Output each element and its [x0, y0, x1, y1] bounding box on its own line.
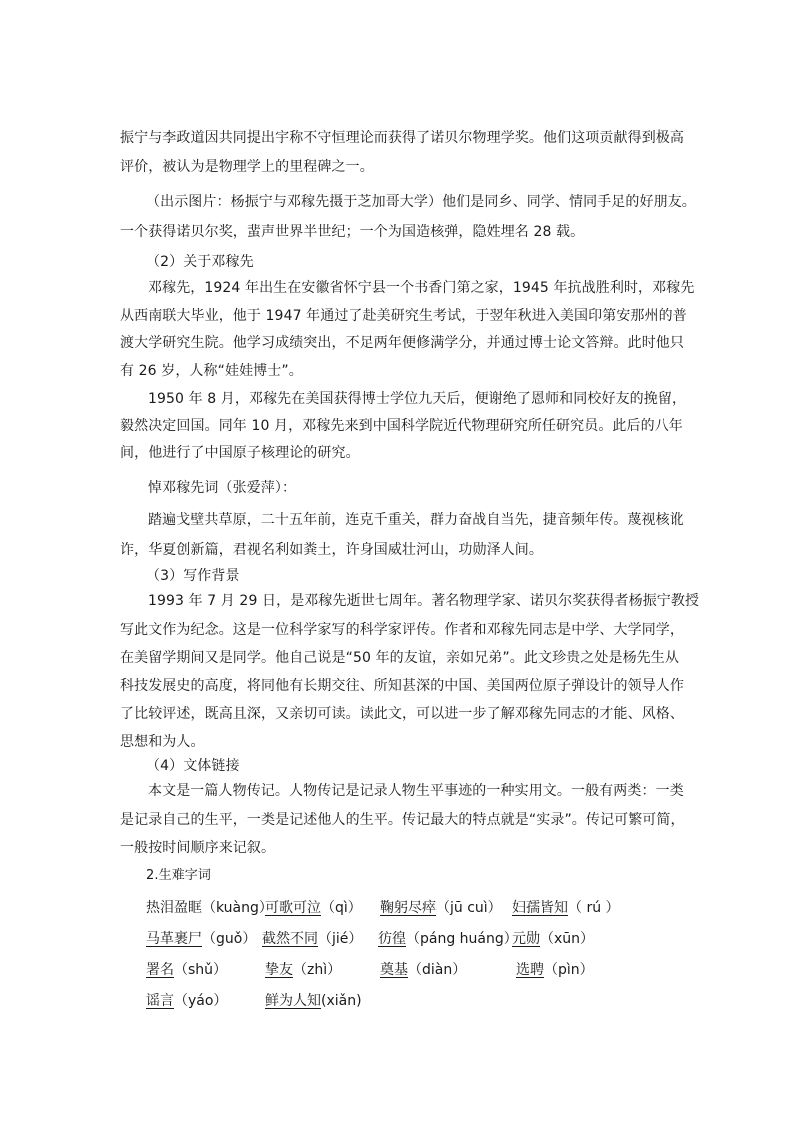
vocab-word: 马革裹尸	[146, 931, 202, 947]
vocab-item	[512, 929, 594, 949]
vocab-item	[146, 960, 227, 980]
poem-title: 悼邓稼先词（张爱萍）：	[148, 480, 297, 496]
vocab-word: 鞠躬尽瘁	[380, 900, 436, 916]
vocab-word: 谣言	[146, 993, 174, 1009]
text-line: 邓稼先，1924 年出生在安徽省怀宁县一个书香门第之家，1945 年抗战胜利时，邓稼先	[148, 280, 695, 296]
vocab-item	[146, 898, 273, 918]
vocab-pinyin: （jū cuì）	[436, 900, 502, 916]
vocab-word: 热泪盈眶	[146, 900, 202, 916]
text-line: 振宁与李政道因共同提出宇称不守恒理论而获得了诺贝尔物理学奖。他们这项贡献得到极高	[120, 130, 684, 146]
vocab-word: 截然不同	[262, 931, 318, 947]
section-heading: （3）写作背景	[146, 568, 240, 584]
poem-line: 踏遍戈壁共草原，二十五年前，连克千重关，群力奋战自当先，捷音频年传。蔑视核讹	[148, 512, 684, 528]
vocab-word: 选聘	[516, 962, 544, 978]
text-line: 思想和为人。	[120, 734, 205, 750]
vocab-pinyin: （zhì）	[293, 962, 342, 978]
text-line: 写此文作为纪念。这是一位科学家写的科学家评传。作者和邓稼先同志是中学、大学同学，	[120, 622, 684, 638]
vocab-item	[146, 991, 227, 1011]
vocab-pinyin: （kuàng）	[202, 900, 273, 916]
vocab-pinyin: （pìn）	[544, 962, 594, 978]
vocab-item	[380, 898, 502, 918]
vocab-item	[512, 898, 620, 918]
text-line: 1993 年 7 月 29 日，是邓稼先逝世七周年。著名物理学家、诺贝尔奖获得者杨振宁教授	[148, 593, 700, 609]
text-line: 在美留学期间又是同学。他自己说是“50 年的友谊，亲如兄弟”。此文珍贵之处是杨先生从	[120, 650, 679, 666]
vocab-pinyin: (xiǎn)	[321, 993, 362, 1009]
vocab-word: 鲜为人知	[265, 993, 321, 1009]
text-line: 渡大学研究生院。他学习成绩突出，不足两年便修满学分，并通过博士论文答辩。此时他只	[120, 335, 684, 351]
vocab-pinyin: （guǒ）	[202, 931, 257, 947]
text-line: 科技发展史的高度，将同他有长期交往、所知甚深的中国、美国两位原子弹设计的领导人作	[120, 678, 684, 694]
vocab-word: 元勋	[512, 931, 540, 947]
text-line: 一个获得诺贝尔奖，蜚声世界半世纪；一个为国造核弹，隐姓埋名 28 载。	[120, 224, 585, 240]
vocab-item	[146, 929, 256, 949]
text-line: 评价，被认为是物理学上的里程碑之一。	[120, 159, 374, 175]
vocab-pinyin: （ rú ）	[568, 900, 620, 916]
vocab-pinyin: （qì）	[321, 900, 362, 916]
text-line: 有 26 岁，人称“娃娃博士”。	[120, 363, 303, 379]
text-line: 间，他进行了中国原子核理论的研究。	[120, 445, 360, 461]
vocab-item	[265, 991, 362, 1011]
vocab-pinyin: （jié）	[318, 931, 363, 947]
vocab-item	[262, 929, 362, 949]
text-line: 1950 年 8 月，邓稼先在美国获得博士学位九天后，便谢绝了恩师和同校好友的挽留，	[148, 391, 687, 407]
text-line: 毅然决定回国。同年 10 月，邓稼先来到中国科学院近代物理研究所任研究员。此后的八年	[120, 418, 683, 434]
vocab-pinyin: （yáo）	[174, 993, 228, 1009]
section-heading: 2.生难字词	[146, 868, 212, 883]
vocab-word: 彷徨	[378, 931, 406, 947]
vocab-item	[380, 960, 466, 980]
vocab-item	[378, 929, 518, 949]
text-line: 本文是一篇人物传记。人物传记是记录人物生平事迹的一种实用文。一般有两类：一类	[148, 783, 684, 799]
vocab-word: 可歌可泣	[265, 900, 321, 916]
section-heading: （2）关于邓稼先	[146, 254, 254, 270]
poem-line: 诈，华夏创新篇，君视名利如粪土，许身国威壮河山，功勋泽人间。	[120, 542, 543, 558]
vocab-word: 妇孺皆知	[512, 900, 568, 916]
text-line: （出示图片：杨振宁与邓稼先摄于芝加哥大学）他们是同乡、同学、情同手足的好朋友。	[146, 194, 696, 210]
text-line: 从西南联大毕业，他于 1947 年通过了赴美研究生考试，于翌年秋进入美国印第安那州的普	[120, 308, 687, 324]
vocab-pinyin: （diàn）	[408, 962, 467, 978]
vocab-word: 署名	[146, 962, 174, 978]
vocab-item	[516, 960, 594, 980]
text-line: 一般按时间顺序来记叙。	[120, 840, 276, 856]
text-line: 是记录自己的生平，一类是记述他人的生平。传记最大的特点就是“实录”。传记可繁可简，	[120, 812, 685, 828]
vocab-pinyin: （shǔ）	[174, 962, 228, 978]
vocab-pinyin: （páng huáng）	[406, 931, 518, 947]
vocab-item	[265, 960, 341, 980]
vocab-word: 奠基	[380, 962, 408, 978]
vocab-item	[265, 898, 362, 918]
vocab-word: 挚友	[265, 962, 293, 978]
vocab-pinyin: （xūn）	[540, 931, 595, 947]
section-heading: （4）文体链接	[146, 758, 240, 774]
text-line: 了比较评述，既高且深，又亲切可读。读此文，可以进一步了解邓稼先同志的才能、风格、	[120, 706, 684, 722]
